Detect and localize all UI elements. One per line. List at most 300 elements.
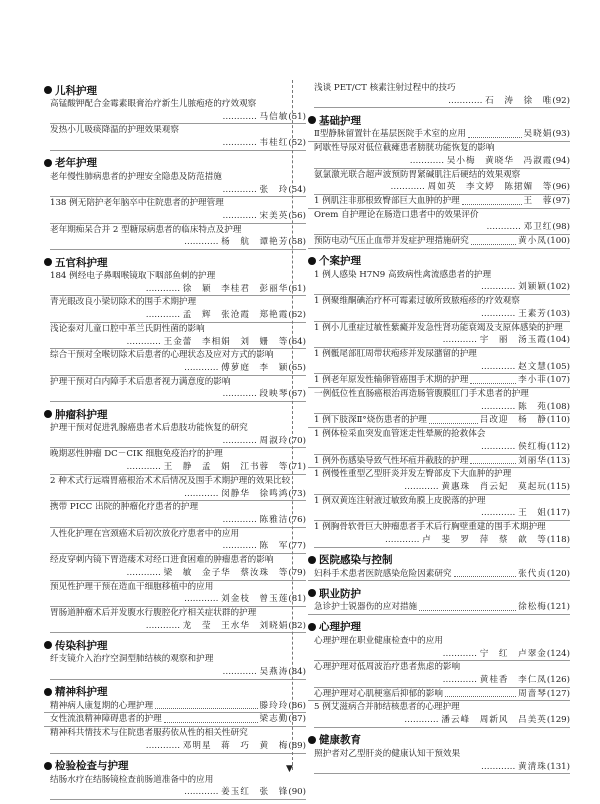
leader-dots: ………… — [145, 620, 183, 631]
toc-entry[interactable] — [308, 748, 570, 774]
entry-meta — [50, 309, 306, 323]
entry-authors: 闵静华 徐鸣鸿 — [221, 488, 289, 499]
toc-entry[interactable] — [308, 142, 570, 168]
entry-authors: 张代贞 — [518, 568, 547, 579]
section-title: 健康教育 — [319, 734, 361, 747]
leader-dots: ………… — [184, 594, 222, 605]
toc-entry[interactable] — [308, 209, 570, 235]
bullet-icon — [44, 159, 52, 167]
entry-authors: 韦桂红 — [259, 138, 289, 149]
section-heading — [44, 82, 306, 98]
leader-dots — [419, 610, 516, 611]
toc-entry[interactable] — [44, 270, 306, 296]
section-heading — [44, 254, 306, 270]
entry-title: 预防电动气压止血带并发症护理措施研究 — [314, 236, 469, 247]
section-heading — [308, 732, 570, 748]
entry-title: 发热小儿吸痰降温的护理效果观察 — [50, 125, 179, 136]
entry-authors: 杨 航 谭艳芳 — [221, 237, 289, 248]
entry-title: 1 例骶尾部肛周带状疱疹并发尿潴留的护理 — [314, 348, 477, 359]
entry-meta — [50, 388, 306, 402]
entry-meta — [524, 128, 570, 141]
entry-authors: 邓明星 蒋 巧 黄 梅 — [182, 740, 289, 751]
section-heading — [308, 552, 570, 568]
bullet-icon — [44, 258, 52, 266]
section-heading — [44, 155, 306, 171]
entry-page: (117) — [546, 508, 570, 519]
toc-entry[interactable] — [308, 388, 570, 414]
entry-meta — [518, 455, 570, 468]
entry-authors: 黄桂香 李仁凤 — [479, 675, 547, 686]
entry-page: (65) — [288, 362, 306, 373]
entry-authors: 陈 苑 — [518, 401, 547, 412]
entry-authors: 周如英 李文婷 陈捃媚 等 — [427, 182, 553, 193]
entry-meta — [50, 620, 306, 634]
bullet-icon — [44, 410, 52, 418]
section-title: 肿瘤科护理 — [55, 408, 108, 421]
leader-dots — [462, 204, 522, 205]
entry-title: 人性化护理在宫颈癌术后初次放化疗患者中的应用 — [50, 528, 240, 539]
entry-page: (87) — [288, 714, 306, 725]
section-heading — [308, 112, 570, 128]
toc-entry[interactable] — [308, 455, 570, 469]
entry-authors: 陈雅洁 — [259, 514, 289, 525]
entry-authors: 吕改迎 杨 静 — [479, 415, 547, 426]
toc-entry[interactable] — [44, 475, 306, 501]
entry-authors: 龙 莹 王水华 刘晓娟 — [182, 620, 289, 631]
entry-page: (104) — [546, 335, 570, 346]
entry-meta — [480, 414, 570, 427]
entry-meta — [260, 713, 306, 726]
entry-meta — [314, 334, 570, 348]
entry-authors: 宋美英 — [259, 210, 289, 221]
entry-page: (58) — [288, 237, 306, 248]
entry-page: (113) — [546, 455, 570, 466]
entry-authors: 宇 丽 汤玉霞 — [479, 335, 547, 346]
entry-meta — [314, 221, 570, 235]
entry-page: (93) — [552, 129, 570, 140]
entry-authors: 段映琴 — [259, 389, 289, 400]
entry-page: (56) — [288, 210, 306, 221]
leader-dots: ………… — [448, 95, 486, 106]
section-title: 五官科护理 — [55, 256, 108, 269]
leader-dots — [470, 383, 516, 384]
toc-entry[interactable] — [44, 171, 306, 197]
entry-page: (127) — [546, 688, 570, 699]
leader-dots: ………… — [385, 534, 423, 545]
toc-section — [308, 112, 570, 248]
entry-authors: 吴晓娟 — [523, 129, 553, 140]
entry-authors: 王素芳 — [518, 308, 547, 319]
entry-title: 胃肠道肿瘤术后并发腹水行腹腔化疗相关症状群的护理 — [50, 607, 257, 618]
bullet-icon — [308, 589, 316, 597]
toc-entry[interactable] — [44, 98, 306, 124]
entry-authors: 张 玲 — [259, 184, 289, 195]
toc-section — [308, 585, 570, 615]
entry-meta — [314, 361, 570, 375]
leader-dots: ………… — [222, 514, 260, 525]
toc-entry[interactable] — [308, 601, 570, 615]
leader-dots: ………… — [442, 675, 480, 686]
toc-entry[interactable] — [308, 468, 570, 494]
toc-entry[interactable] — [308, 374, 570, 388]
leader-dots: ………… — [442, 335, 480, 346]
toc-entry[interactable] — [308, 348, 570, 374]
toc-entry[interactable] — [44, 448, 306, 474]
section-heading — [44, 406, 306, 422]
leader-dots: ………… — [390, 182, 428, 193]
entry-meta — [50, 740, 306, 754]
toc-entry[interactable] — [308, 635, 570, 661]
toc-entry[interactable] — [308, 128, 570, 142]
bullet-icon — [308, 736, 316, 744]
toc-section — [308, 552, 570, 582]
entry-authors: 梁志勤 — [259, 714, 289, 725]
section-title: 心理护理 — [319, 621, 361, 634]
entry-page: (112) — [546, 441, 570, 452]
toc-entry[interactable] — [44, 323, 306, 349]
bullet-icon — [308, 257, 316, 265]
entry-meta — [50, 210, 306, 224]
toc-entry[interactable] — [308, 568, 570, 582]
entry-authors: 徐 颖 李桂君 彭丽华 — [182, 283, 289, 294]
entry-meta — [524, 195, 570, 208]
entry-page: (61) — [288, 283, 306, 294]
entry-page: (89) — [288, 740, 306, 751]
entry-meta — [50, 111, 306, 125]
entry-page: (94) — [552, 155, 570, 166]
entry-title: 1 例小儿重症过敏性紫癜并发急性肾功能衰竭及支原体感染的护理 — [314, 322, 563, 333]
entry-authors: 吴小梅 黄晓华 冯淑霞 — [446, 155, 553, 166]
entry-meta — [518, 568, 570, 581]
entry-title: 1 例双黄连注射液过敏致角膜上皮脱落的护理 — [314, 495, 486, 506]
entry-title: 心理护理对心肌梗塞后抑郁的影响 — [314, 688, 443, 699]
section-title: 儿科护理 — [55, 84, 97, 97]
entry-page: (73) — [288, 488, 306, 499]
toc-entry[interactable] — [308, 235, 570, 249]
entry-title: 预见性护理干预在造血干细胞移植中的应用 — [50, 581, 214, 592]
entry-meta — [50, 336, 306, 350]
toc-entry[interactable] — [308, 701, 570, 727]
entry-title: 138 例无陪护老年脑卒中住院患者的护理管理 — [50, 198, 224, 209]
entry-title: 一例低位性直肠癌根治再造肠管腹膜肛门手术患者的护理 — [314, 389, 529, 400]
entry-title: 浅论泰对儿童口腔中革兰氏阴性菌的影响 — [50, 323, 205, 334]
entry-title: 综合干预对全喉切除术后患者的心理状态及应对方式的影响 — [50, 350, 274, 361]
leader-dots: ………… — [145, 283, 183, 294]
entry-page: (105) — [546, 361, 570, 372]
entry-meta — [518, 235, 570, 248]
entry-title: 心理护理在职业健康检查中的应用 — [314, 635, 443, 646]
leader-dots — [429, 423, 478, 424]
leader-dots: ………… — [184, 787, 222, 798]
toc-entry[interactable] — [308, 295, 570, 321]
entry-page: (124) — [546, 648, 570, 659]
toc-entry[interactable] — [44, 197, 306, 223]
leader-dots: ………… — [222, 111, 260, 122]
entry-page: (107) — [546, 375, 570, 386]
toc-entry[interactable] — [308, 495, 570, 521]
entry-title: 急诊护士锐器伤的应对措施 — [314, 602, 418, 613]
entry-authors: 吴燕涛 — [259, 667, 289, 678]
column-divider — [292, 80, 293, 770]
entry-title: 心理护理对低周波治疗患者焦虑的影响 — [314, 662, 461, 673]
entry-page: (102) — [546, 282, 570, 293]
section-title: 个案护理 — [319, 255, 361, 268]
section-heading — [308, 619, 570, 635]
leader-dots — [454, 576, 517, 577]
entry-meta — [314, 507, 570, 521]
leader-dots: ………… — [222, 667, 260, 678]
entry-meta — [314, 401, 570, 415]
entry-title: 阿歇性导尿对低位截瘫患者膀胱功能恢复的影响 — [314, 143, 495, 154]
entry-meta — [50, 435, 306, 449]
toc-entry[interactable] — [44, 727, 306, 753]
entry-page: (96) — [552, 182, 570, 193]
entry-meta — [50, 362, 306, 376]
toc-entry[interactable] — [308, 521, 570, 547]
entry-page: (71) — [288, 462, 306, 473]
section-title: 职业防护 — [319, 587, 361, 600]
entry-page: (121) — [546, 602, 570, 613]
entry-page: (92) — [552, 95, 570, 106]
entry-authors: 梁 敏 金子华 蔡汝珠 等 — [163, 567, 289, 578]
entry-title: 1 例下肢深Ⅱ°烧伤患者的护理 — [314, 415, 427, 426]
entry-meta — [50, 786, 306, 800]
entry-authors: 黄清珠 — [518, 761, 547, 772]
entry-authors: 刘丽华 — [518, 455, 547, 466]
bullet-icon — [44, 762, 52, 770]
entry-meta — [314, 441, 570, 455]
entry-page: (52) — [288, 138, 306, 149]
down-arrow-icon: ▼ — [286, 764, 293, 774]
entry-authors: 傅萝庭 李 颖 — [221, 362, 289, 373]
entry-authors: 刘颖颖 — [518, 282, 547, 293]
toc-entry[interactable] — [308, 82, 570, 108]
entry-meta — [314, 281, 570, 295]
toc-entry[interactable] — [44, 700, 306, 714]
leader-dots: ………… — [222, 435, 260, 446]
entry-meta — [50, 283, 306, 297]
entry-title: 氨氯激光联合超声波预防胃紧碱肌注后硬结的效果观察 — [314, 169, 521, 180]
leader-dots: ………… — [184, 362, 222, 373]
entry-authors: 黄小凤 — [518, 236, 547, 247]
entry-title: 2 种术式行远端胃癌根治术术后情况及围手术期护理的效果比较 — [50, 475, 291, 486]
toc-entry[interactable] — [44, 528, 306, 554]
entry-meta — [50, 540, 306, 554]
toc-entry[interactable] — [44, 774, 306, 800]
leader-dots: ………… — [480, 761, 519, 772]
entry-title: 1 例胸骨软骨巨大肿瘤患者手术后行胸壁重建的围手术期护理 — [314, 522, 546, 533]
entry-title: 精神病人康复期的心理护理 — [50, 700, 154, 711]
entry-title: 1 例老年原发性输卵管癌围手术期的护理 — [314, 375, 469, 386]
entry-authors: 周啬琴 — [518, 688, 547, 699]
toc-entry[interactable] — [44, 296, 306, 322]
entry-page: (67) — [288, 389, 306, 400]
toc-entry[interactable] — [308, 661, 570, 687]
entry-meta — [314, 761, 570, 775]
entry-page: (110) — [546, 415, 570, 426]
entry-title: 精神科共情技术与住院患者服药依从性的相关性研究 — [50, 728, 248, 739]
leader-dots: ………… — [480, 508, 519, 519]
bullet-icon — [308, 623, 316, 631]
right-column — [308, 82, 570, 774]
entry-meta — [50, 461, 306, 475]
entry-meta — [518, 688, 570, 701]
leader-dots: ………… — [222, 541, 260, 552]
entry-meta — [314, 155, 570, 169]
entry-title: 经皮穿刺内镜下胃造瘘术对经口进食困难的肿瘤患者的影响 — [50, 555, 274, 566]
section-title: 基础护理 — [319, 114, 361, 127]
entry-page: (76) — [288, 514, 306, 525]
leader-dots: ………… — [145, 740, 183, 751]
toc-entry[interactable] — [44, 501, 306, 527]
section-heading — [308, 253, 570, 269]
bullet-icon — [308, 116, 316, 124]
leader-dots: ………… — [184, 488, 222, 499]
entry-title: Orem 自护理论在肠造口患者中的效果评价 — [314, 209, 479, 220]
entry-authors: 刘金枝 曾玉莲 — [221, 594, 289, 605]
toc-entry[interactable] — [308, 269, 570, 295]
entry-authors: 侯红梅 — [518, 441, 547, 452]
toc-entry[interactable] — [44, 713, 306, 727]
entry-authors: 王 蓉 — [523, 195, 553, 206]
toc-entry[interactable] — [308, 195, 570, 209]
toc-section — [308, 619, 570, 728]
entry-title: 高锰酸钾配合金霉素眼膏治疗新生儿脓疱疮的疗效观察 — [50, 99, 257, 109]
entry-page: (97) — [552, 195, 570, 206]
leader-dots: ………… — [222, 210, 260, 221]
entry-meta — [314, 674, 570, 688]
leader-dots: ………… — [126, 336, 164, 347]
toc-section — [308, 732, 570, 774]
left-column — [44, 82, 306, 800]
toc-entry[interactable] — [44, 124, 306, 150]
toc-entry[interactable] — [44, 581, 306, 607]
entry-title: 老年期痴呆合并 2 型糖尿病患者的临床特点及护理 — [50, 224, 242, 235]
entry-meta — [50, 666, 306, 680]
toc-section — [44, 637, 306, 679]
toc-entry[interactable] — [44, 349, 306, 375]
toc-entry[interactable] — [308, 688, 570, 702]
entry-page: (62) — [288, 310, 306, 321]
leader-dots — [155, 708, 257, 709]
entry-page: (115) — [546, 481, 570, 492]
leader-dots: ………… — [404, 481, 442, 492]
entry-title: 女性流浪精神障碍患者的护理 — [50, 714, 162, 725]
section-title: 老年护理 — [55, 157, 97, 170]
bullet-icon — [44, 86, 52, 94]
entry-page: (120) — [546, 568, 570, 579]
toc-entry[interactable] — [44, 376, 306, 402]
entry-title: 携带 PICC 出院的肿瘤化疗患者的护理 — [50, 502, 199, 513]
toc-entry[interactable] — [44, 653, 306, 679]
entry-page: (84) — [288, 667, 306, 678]
entry-authors: 陈 军 — [259, 541, 289, 552]
leader-dots: ………… — [409, 155, 447, 166]
entry-page: (77) — [288, 541, 306, 552]
entry-title: 妇科手术患者医院感染危险因素研究 — [314, 568, 452, 579]
entry-page: (126) — [546, 675, 570, 686]
entry-title: 护理干预对促进乳腺癌患者术后患肢功能恢复的研究 — [50, 423, 248, 434]
toc-entry[interactable] — [308, 322, 570, 348]
entry-authors: 卢 斐 罗 萍 蔡 歆 等 — [422, 534, 547, 545]
entry-page: (131) — [546, 761, 570, 772]
entry-page: (64) — [288, 336, 306, 347]
entry-title: 青光眼改良小梁切除术的围手术期护理 — [50, 297, 197, 308]
entry-authors: 黄惠珠 肖云妃 莫起玩 — [441, 481, 547, 492]
toc-section — [44, 155, 306, 250]
entry-meta — [50, 184, 306, 198]
leader-dots: ………… — [126, 462, 164, 473]
section-heading — [308, 585, 570, 601]
entry-authors: 滕玲玲 — [259, 700, 289, 711]
entry-page: (108) — [546, 401, 570, 412]
section-heading — [44, 684, 306, 700]
toc-entry[interactable] — [308, 169, 570, 195]
entry-authors: 姜玉红 张 锋 — [221, 787, 289, 798]
leader-dots: ………… — [222, 389, 260, 400]
entry-authors: 王 姐 — [518, 508, 547, 519]
entry-page: (98) — [552, 222, 570, 233]
entry-authors: 马信敏 — [259, 111, 289, 122]
entry-title: 1 例慢性重型乙型肝炎并发左臀部皮下大血肿的护理 — [314, 469, 512, 480]
entry-title: 浅谈 PET/CT 核素注射过程中的技巧 — [314, 83, 456, 93]
entry-meta — [314, 648, 570, 662]
leader-dots: ………… — [480, 361, 519, 372]
toc-entry[interactable] — [44, 554, 306, 580]
toc-entry[interactable] — [308, 414, 570, 428]
entry-page: (90) — [288, 787, 306, 798]
entry-authors: 孟 辉 张沧霞 郑艳霞 — [182, 310, 289, 321]
entry-title: 老年慢性肺病患者的护理安全隐患及防范措施 — [50, 171, 222, 182]
toc-entry[interactable] — [44, 607, 306, 633]
entry-meta — [50, 514, 306, 528]
entry-title: 纤支镜介入治疗空洞型肺结核的观察和护理 — [50, 654, 214, 665]
toc-entry[interactable] — [44, 422, 306, 448]
entry-page: (100) — [546, 236, 570, 247]
entry-title: 结肠水疗在结肠镜检查前肠道准备中的应用 — [50, 774, 214, 785]
leader-dots — [164, 722, 258, 723]
entry-meta — [314, 181, 570, 195]
leader-dots: ………… — [480, 308, 519, 319]
leader-dots: ………… — [145, 310, 183, 321]
leader-dots: ………… — [480, 401, 519, 412]
entry-meta — [50, 236, 306, 250]
leader-dots: ………… — [184, 237, 222, 248]
section-heading — [44, 637, 306, 653]
leader-dots — [445, 696, 516, 697]
bullet-icon — [44, 688, 52, 696]
entry-meta — [260, 700, 306, 713]
leader-dots: ………… — [480, 441, 519, 452]
entry-meta — [50, 567, 306, 581]
entry-title: 1 例体检采血突发血管迷走性晕厥的抢救体会 — [314, 429, 486, 440]
toc-section — [44, 82, 306, 151]
entry-page: (51) — [288, 111, 306, 122]
toc-section — [44, 254, 306, 402]
entry-authors: 徐松梅 — [518, 602, 547, 613]
entry-page: (86) — [288, 700, 306, 711]
entry-meta — [314, 714, 570, 728]
toc-entry[interactable] — [308, 428, 570, 454]
entry-page: (79) — [288, 567, 306, 578]
leader-dots — [471, 244, 516, 245]
section-title: 精神科护理 — [55, 686, 108, 699]
entry-title: 护理干预对白内障手术后患者视力满意度的影响 — [50, 376, 231, 387]
toc-entry[interactable] — [44, 224, 306, 250]
entry-title: 184 例经电子鼻咽喉镜取下咽部鱼刺的护理 — [50, 271, 216, 282]
entry-meta — [50, 137, 306, 151]
entry-page: (129) — [546, 715, 570, 726]
